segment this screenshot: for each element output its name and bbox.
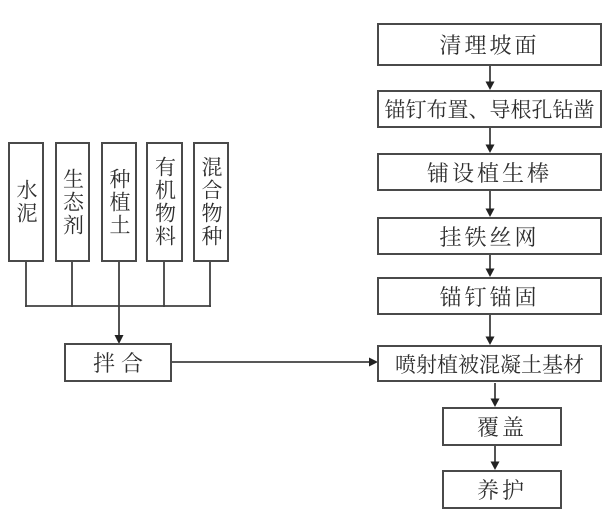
ingredient-cement: 水泥 bbox=[8, 142, 44, 262]
arrowhead-step7-step8 bbox=[491, 462, 500, 471]
step-lay-vegetation-rods: 铺设植生棒 bbox=[377, 153, 602, 191]
step-clear-slope-surface: 清理坡面 bbox=[377, 23, 602, 66]
step-hang-wire-mesh: 挂铁丝网 bbox=[377, 217, 602, 255]
step-anchor-layout-drilling: 锚钉布置、导根孔钻凿 bbox=[377, 90, 602, 128]
mix-box: 拌合 bbox=[64, 343, 172, 382]
arrowhead-step5-step6 bbox=[486, 337, 495, 346]
ingredient-eco-agent: 生态剂 bbox=[55, 142, 90, 262]
arrowhead-step3-step4 bbox=[486, 209, 495, 218]
arrowhead-step6-step7 bbox=[491, 399, 500, 408]
step-anchor-fixing: 锚钉锚固 bbox=[377, 277, 602, 315]
arrowhead-step2-step3 bbox=[486, 145, 495, 154]
ingredient-organic-material: 有机物料 bbox=[146, 142, 183, 262]
step-curing: 养护 bbox=[442, 470, 562, 509]
arrowhead-step4-step5 bbox=[486, 269, 495, 278]
step-cover: 覆盖 bbox=[442, 407, 562, 446]
arrowhead-step1-step2 bbox=[486, 82, 495, 91]
step-spray-vegetation-concrete: 喷射植被混凝土基材 bbox=[377, 345, 602, 382]
ingredient-mixed-species: 混合物种 bbox=[193, 142, 229, 262]
ingredient-planting-soil: 种植土 bbox=[101, 142, 137, 262]
